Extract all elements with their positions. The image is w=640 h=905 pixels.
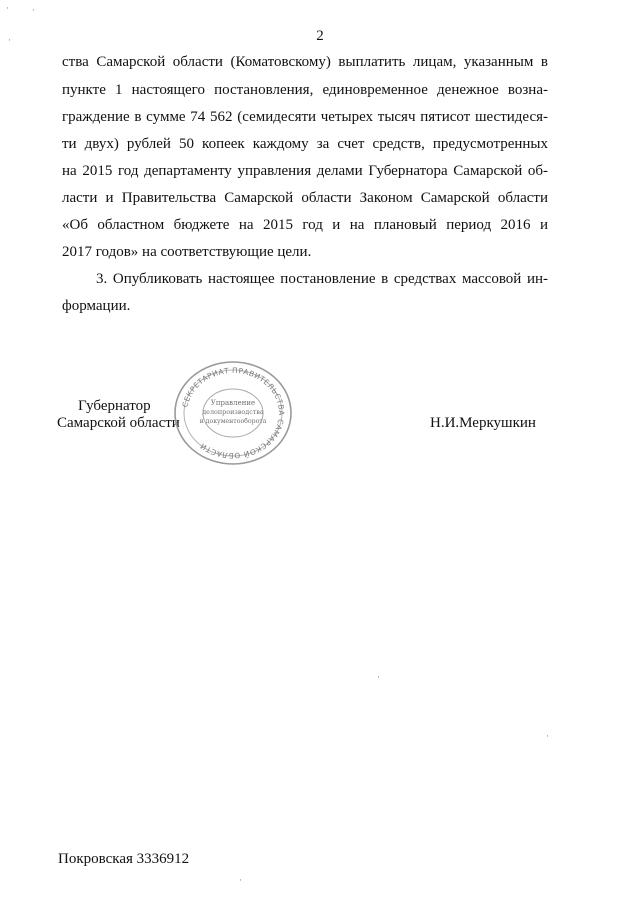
scan-mark-bottom: · — [239, 875, 242, 885]
paragraph-1-line-4: ти двух) рублей 50 копеек каждому за счет средств, предусмотренных — [62, 136, 548, 152]
scan-mark-middle: · — [377, 672, 380, 682]
paragraph-2-line-1: 3. Опубликовать настоящее постановление в средствах массовой ин- — [96, 271, 548, 287]
scan-mark-right: · — [546, 731, 549, 741]
stamp-center-line-3: и документооборота — [199, 418, 267, 425]
paragraph-1-line-7: «Об областном бюджете на 2015 год и на плановый период 2016 и — [62, 217, 548, 233]
stamp-center-line-1: Управление — [210, 399, 256, 407]
stamp-center-line-2: делопроизводства — [202, 408, 264, 416]
page-number: 2 — [316, 28, 324, 44]
footer-contact: Покровская 3336912 — [58, 851, 190, 867]
paragraph-1-line-8: 2017 годов» на соответствующие цели. — [62, 244, 312, 260]
official-stamp — [170, 357, 296, 469]
signature-title-line-2: Самарской области — [57, 415, 180, 431]
paragraph-1-line-2: пункте 1 настоящего постановления, единовременное денежное возна- — [62, 82, 548, 98]
signature-name: Н.И.Меркушкин — [430, 415, 536, 431]
scan-mark-top-left: · — [6, 3, 9, 13]
signature-title-line-1: Губернатор — [78, 398, 151, 414]
paragraph-1-line-3: граждение в сумме 74 562 (семидесяти четырех тысяч пятисот шестидеся- — [62, 109, 548, 125]
paragraph-1-line-5: на 2015 год департаменту управления делами Губернатора Самарской об- — [62, 163, 548, 179]
stamp-ring-text: СЕКРЕТАРИАТ ПРАВИТЕЛЬСТВА САМАРСКОЙ ОБЛАСТИ — [180, 365, 287, 461]
scan-mark-top: · — [32, 5, 35, 15]
scan-mark-left: · — [8, 35, 11, 45]
paragraph-2-line-2: формации. — [62, 298, 131, 314]
paragraph-1-line-1: ства Самарской области (Коматовскому) выплатить лицам, указанным в — [62, 54, 548, 70]
paragraph-1-line-6: ласти и Правительства Самарской области Законом Самарской области — [62, 190, 548, 206]
